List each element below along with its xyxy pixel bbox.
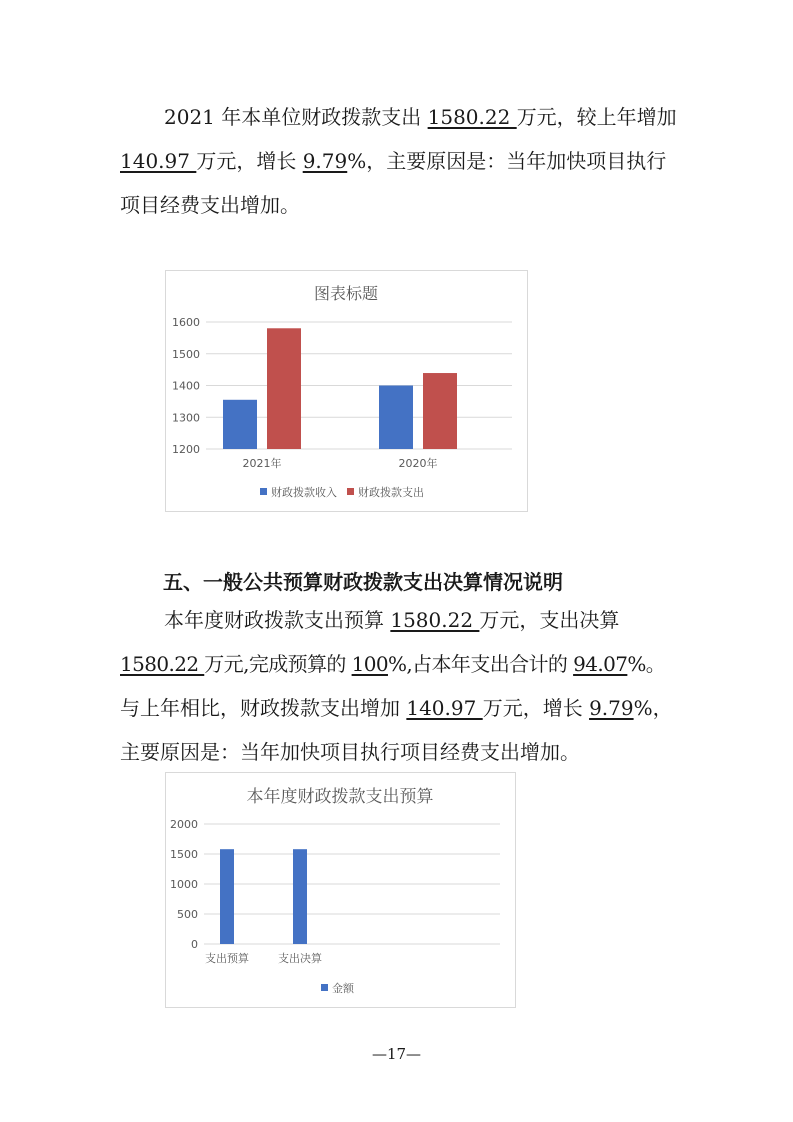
underlined-value: 140.97 [406, 696, 483, 720]
page-number: —17— [371, 1045, 422, 1063]
text-run: %， [633, 696, 673, 720]
legend-swatch [260, 488, 267, 495]
underlined-value: 100 [351, 652, 388, 676]
underlined-value: 1580.22 [427, 105, 517, 129]
underlined-value: 94.07 [573, 652, 628, 676]
paragraph-2-line-2 [120, 642, 680, 686]
paragraph-2-line-4: 主要原因是：当年加快项目执行项目经费支出增加。 [120, 740, 580, 764]
underlined-value: 140.97 [120, 149, 197, 173]
text-run: %。 [627, 652, 666, 676]
paragraph-1 [120, 95, 680, 227]
paragraph-2-line-3 [120, 686, 680, 730]
bar [267, 328, 301, 449]
legend-label: 财政拨款支出 [358, 486, 424, 499]
y-tick-label: 1200 [172, 443, 200, 456]
x-tick-label: 2020年 [398, 457, 438, 470]
legend-label: 财政拨款收入 [271, 486, 337, 499]
text-run: %，主要原因是：当年加快项目执行 [347, 149, 667, 173]
underlined-value: 9.79 [589, 696, 634, 720]
y-tick-label: 500 [177, 908, 198, 921]
bar [423, 373, 457, 449]
legend-swatch [347, 488, 354, 495]
x-tick-label: 支出预算 [205, 952, 249, 965]
underlined-value: 9.79 [302, 149, 348, 173]
chart-1-container [165, 270, 528, 512]
legend-swatch [321, 984, 328, 991]
y-tick-label: 1300 [172, 411, 200, 425]
y-tick-label: 1400 [172, 379, 200, 393]
text-run: 万元，支出决算 [479, 608, 620, 632]
paragraph-2 [120, 598, 680, 774]
underlined-value: 1580.22 [390, 608, 480, 632]
y-tick-label: 1000 [170, 878, 198, 891]
paragraph-1-line-2 [120, 139, 680, 183]
text-run: 万元，较上年增加 [516, 105, 677, 129]
bar [220, 849, 234, 944]
text-run: 万元，增长 [482, 696, 590, 720]
chart-2-container [165, 772, 516, 1008]
x-tick-label: 2021年 [242, 457, 282, 470]
chart-title: 图表标题 [313, 284, 379, 303]
text-run: 2021 年本单位财政拨款支出 [164, 105, 428, 129]
y-tick-label: 1500 [170, 848, 198, 861]
y-tick-label: 2000 [170, 818, 198, 831]
underlined-value: 1580.22 [120, 652, 205, 676]
text-run: 万元,完成预算的 [204, 652, 352, 676]
text-run: 万元，增长 [196, 149, 303, 173]
y-tick-label: 1600 [172, 316, 200, 329]
chart-title: 本年度财政拨款支出预算 [246, 787, 434, 807]
x-tick-label: 支出决算 [278, 952, 322, 965]
paragraph-1-line-3: 项目经费支出增加。 [120, 193, 300, 217]
chart-2 [166, 773, 515, 1007]
text-run: 与上年相比，财政拨款支出增加 [120, 696, 407, 720]
text-run: %,占本年支出合计的 [387, 652, 574, 676]
paragraph-1-line-1 [120, 95, 680, 139]
y-tick-label: 1500 [172, 347, 200, 361]
chart-1 [166, 271, 527, 511]
legend-label: 金额 [332, 982, 354, 995]
y-tick-label: 0 [191, 938, 198, 951]
section-heading: 五、一般公共预算财政拨款支出决算情况说明 [163, 570, 563, 594]
bar [379, 386, 413, 450]
paragraph-2-line-1 [120, 598, 680, 642]
text-run: 本年度财政拨款支出预算 [164, 608, 391, 632]
bar [223, 400, 257, 449]
bar [293, 849, 307, 944]
